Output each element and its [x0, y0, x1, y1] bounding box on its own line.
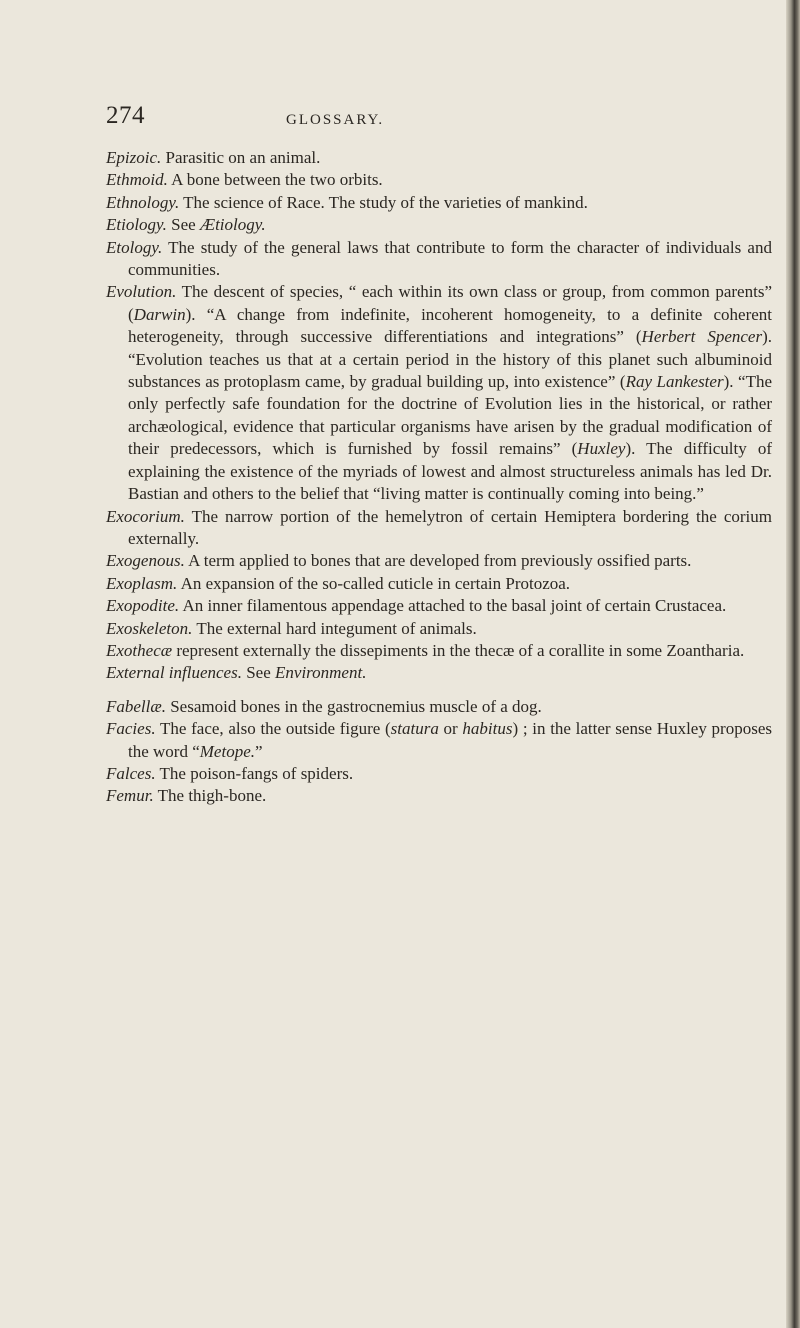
cited-author: Ray Lankester	[625, 372, 724, 392]
entry-term: Epizoic.	[106, 148, 162, 167]
definition-text: ”	[255, 741, 263, 761]
entry-term: Exothecæ	[106, 640, 173, 660]
entry-term: Falces.	[106, 763, 156, 783]
entry-etology	[106, 237, 772, 282]
entry-term: Exocorium.	[106, 506, 185, 526]
cross-reference: Ætiology.	[199, 215, 266, 235]
entry-definition: Sesamoid bones in the gastrocnemius muscle of a dog.	[170, 696, 542, 716]
cited-author: Darwin	[133, 304, 186, 324]
section-title: GLOSSARY.	[286, 112, 385, 128]
page-number: 274	[106, 102, 145, 129]
entry-term: Exopodite.	[106, 596, 180, 616]
definition-text: The face, also the outside figure (	[159, 719, 391, 739]
entry-term: Facies.	[106, 719, 156, 739]
entry-term: Ethmoid.	[106, 170, 168, 190]
entry-external-influences	[106, 662, 772, 684]
entry-definition: An inner filamentous appendage attached to the basal joint of certain Crustacea.	[182, 596, 727, 616]
see-label: See	[246, 663, 271, 683]
entry-fabellae	[106, 696, 772, 718]
cited-author: Huxley	[577, 439, 626, 459]
entry-exogenous	[106, 550, 772, 572]
glossary-entries	[106, 147, 772, 808]
entry-term: Etiology.	[106, 215, 167, 235]
entry-exothecae	[106, 640, 772, 662]
entry-term: Exogenous.	[106, 551, 185, 571]
definition-text: ). The difficulty of explaining the existence of the myriads of lowest and almost structureless animals has led Dr. Bastian and others to the belief that “living matter is continually coming into being.”	[128, 439, 772, 504]
entry-definition: The thigh-bone.	[157, 786, 267, 806]
entry-definition: A bone between the two orbits.	[171, 170, 383, 190]
cross-reference: Environment.	[275, 663, 367, 683]
entry-definition: An expansion of the so-called cuticle in certain Protozoa.	[180, 573, 571, 593]
entry-evolution	[106, 281, 772, 505]
entry-femur	[106, 785, 772, 807]
entry-facies	[106, 718, 772, 763]
entry-etiology	[106, 214, 772, 236]
entry-definition: represent externally the dissepiments in the thecæ of a corallite in some Zoantharia.	[176, 640, 745, 660]
entry-term: Ethnology.	[106, 192, 180, 212]
entry-definition: The study of the general laws that contribute to form the character of individuals and communities.	[128, 237, 772, 280]
entry-definition: A term applied to bones that are developed from previously ossified parts.	[188, 551, 692, 571]
entry-definition: The science of Race. The study of the varieties of mankind.	[183, 192, 588, 212]
latin-term: statura	[390, 719, 439, 739]
entry-definition: The external hard integument of animals.	[196, 618, 477, 638]
proposed-word: Metope.	[199, 741, 255, 761]
definition-text: ). “Evolution teaches us that at a certain period in the history of this planet such albuminoid substances as protoplasm came, by gradual building up, into existence” (	[128, 327, 772, 392]
entry-term: Femur.	[106, 786, 154, 806]
entry-term: Evolution.	[106, 282, 177, 302]
cited-author: Herbert Spencer	[641, 327, 763, 347]
definition-text: ). “A change from indefinite, incoherent homogeneity, to a definite coherent heterogeneity, through successive differentiations and integrations” (	[128, 304, 772, 347]
entry-term: Fabellæ.	[106, 696, 166, 716]
entry-epizoic	[106, 147, 772, 169]
see-label: See	[171, 215, 196, 235]
entry-ethmoid	[106, 169, 772, 191]
entry-definition: The poison-fangs of spiders.	[159, 763, 354, 783]
entry-definition: Parasitic on an animal.	[165, 148, 321, 167]
entry-exopodite	[106, 595, 772, 617]
entry-exoskeleton	[106, 618, 772, 640]
entry-term: Etology.	[106, 237, 163, 257]
entry-term: Exoskeleton.	[106, 618, 193, 638]
definition-text: The descent of species, “ each within its own class or group, from common parents” (	[128, 282, 772, 324]
entry-ethnology	[106, 192, 772, 214]
entry-term: Exoplasm.	[106, 573, 178, 593]
running-head	[106, 102, 686, 138]
latin-term: habitus	[462, 719, 513, 739]
entry-term: External influences.	[106, 663, 242, 683]
book-spine-edge	[786, 0, 800, 1328]
entry-exocorium	[106, 506, 772, 551]
definition-text: ). “The only perfectly safe foundation for the doctrine of Evolution lies in the historical, or rather archæological, evidence that particular organisms have arisen by the gradual modification of their predecessors, which is furnished by fossil remains” (	[128, 372, 772, 459]
entry-falces	[106, 763, 772, 785]
entry-definition: The narrow portion of the hemelytron of certain Hemiptera bordering the corium externally.	[128, 506, 772, 548]
definition-text: ) ; in the latter sense Huxley proposes the word “	[128, 719, 772, 761]
definition-text: or	[438, 719, 463, 739]
entry-exoplasm	[106, 573, 772, 595]
